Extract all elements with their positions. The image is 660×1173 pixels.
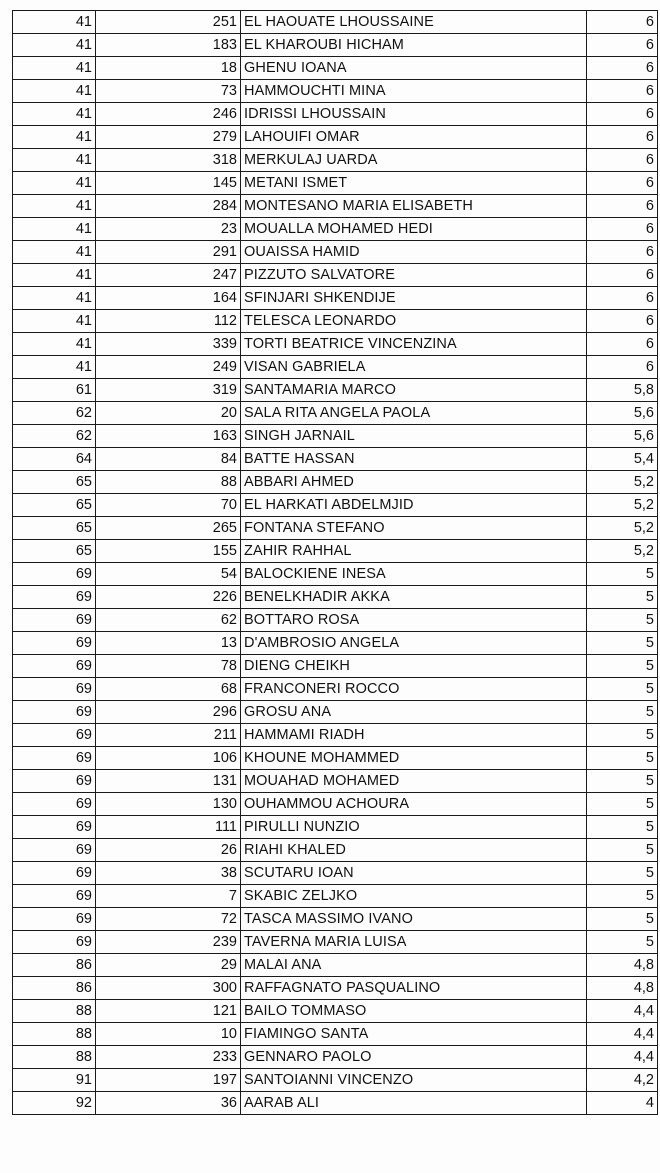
name-cell: FONTANA STEFANO	[241, 517, 587, 540]
id-cell: 106	[96, 747, 241, 770]
score-cell: 4,8	[587, 977, 658, 1000]
score-cell: 4	[587, 1092, 658, 1115]
table-row	[13, 1046, 658, 1069]
name-cell: GROSU ANA	[241, 701, 587, 724]
id-cell: 239	[96, 931, 241, 954]
rank-cell: 41	[13, 333, 96, 356]
rank-cell: 41	[13, 57, 96, 80]
rank-cell: 69	[13, 862, 96, 885]
table-row	[13, 310, 658, 333]
rank-cell: 69	[13, 908, 96, 931]
table-row	[13, 241, 658, 264]
id-cell: 121	[96, 1000, 241, 1023]
score-cell: 5	[587, 609, 658, 632]
name-cell: RIAHI KHALED	[241, 839, 587, 862]
rank-cell: 62	[13, 425, 96, 448]
rank-cell: 69	[13, 724, 96, 747]
name-cell: BOTTARO ROSA	[241, 609, 587, 632]
score-cell: 6	[587, 195, 658, 218]
table-row	[13, 816, 658, 839]
table-row	[13, 333, 658, 356]
id-cell: 296	[96, 701, 241, 724]
table-row	[13, 1023, 658, 1046]
score-cell: 6	[587, 103, 658, 126]
rank-cell: 65	[13, 494, 96, 517]
id-cell: 73	[96, 80, 241, 103]
table-row	[13, 172, 658, 195]
name-cell: MERKULAJ UARDA	[241, 149, 587, 172]
ranking-table	[12, 10, 658, 1115]
name-cell: MOUALLA MOHAMED HEDI	[241, 218, 587, 241]
id-cell: 226	[96, 586, 241, 609]
score-cell: 6	[587, 11, 658, 34]
rank-cell: 69	[13, 885, 96, 908]
id-cell: 300	[96, 977, 241, 1000]
id-cell: 318	[96, 149, 241, 172]
rank-cell: 41	[13, 356, 96, 379]
table-row	[13, 264, 658, 287]
table-row	[13, 402, 658, 425]
name-cell: HAMMOUCHTI MINA	[241, 80, 587, 103]
id-cell: 84	[96, 448, 241, 471]
name-cell: SCUTARU IOAN	[241, 862, 587, 885]
id-cell: 13	[96, 632, 241, 655]
id-cell: 197	[96, 1069, 241, 1092]
score-cell: 5,6	[587, 425, 658, 448]
rank-cell: 65	[13, 517, 96, 540]
rank-cell: 86	[13, 977, 96, 1000]
id-cell: 54	[96, 563, 241, 586]
rank-cell: 69	[13, 793, 96, 816]
id-cell: 131	[96, 770, 241, 793]
id-cell: 291	[96, 241, 241, 264]
table-row	[13, 517, 658, 540]
name-cell: VISAN GABRIELA	[241, 356, 587, 379]
table-row	[13, 793, 658, 816]
score-cell: 5	[587, 862, 658, 885]
table-row	[13, 563, 658, 586]
name-cell: DIENG CHEIKH	[241, 655, 587, 678]
rank-cell: 88	[13, 1000, 96, 1023]
rank-cell: 41	[13, 126, 96, 149]
rank-cell: 69	[13, 632, 96, 655]
table-row	[13, 425, 658, 448]
table-row	[13, 678, 658, 701]
name-cell: IDRISSI LHOUSSAIN	[241, 103, 587, 126]
score-cell: 5,8	[587, 379, 658, 402]
rank-cell: 64	[13, 448, 96, 471]
name-cell: BALOCKIENE INESA	[241, 563, 587, 586]
name-cell: KHOUNE MOHAMMED	[241, 747, 587, 770]
name-cell: MALAI ANA	[241, 954, 587, 977]
rank-cell: 69	[13, 563, 96, 586]
name-cell: METANI ISMET	[241, 172, 587, 195]
table-row	[13, 1092, 658, 1115]
name-cell: EL KHAROUBI HICHAM	[241, 34, 587, 57]
id-cell: 29	[96, 954, 241, 977]
score-cell: 5,2	[587, 517, 658, 540]
score-cell: 5	[587, 678, 658, 701]
rank-cell: 41	[13, 195, 96, 218]
rank-cell: 41	[13, 11, 96, 34]
id-cell: 247	[96, 264, 241, 287]
id-cell: 72	[96, 908, 241, 931]
id-cell: 112	[96, 310, 241, 333]
id-cell: 265	[96, 517, 241, 540]
name-cell: SANTAMARIA MARCO	[241, 379, 587, 402]
rank-cell: 41	[13, 310, 96, 333]
score-cell: 6	[587, 264, 658, 287]
name-cell: EL HARKATI ABDELMJID	[241, 494, 587, 517]
rank-cell: 69	[13, 609, 96, 632]
score-cell: 5	[587, 747, 658, 770]
id-cell: 163	[96, 425, 241, 448]
table-row	[13, 149, 658, 172]
id-cell: 36	[96, 1092, 241, 1115]
table-row	[13, 103, 658, 126]
id-cell: 319	[96, 379, 241, 402]
name-cell: TELESCA LEONARDO	[241, 310, 587, 333]
id-cell: 183	[96, 34, 241, 57]
table-row	[13, 724, 658, 747]
rank-cell: 41	[13, 218, 96, 241]
id-cell: 130	[96, 793, 241, 816]
score-cell: 6	[587, 126, 658, 149]
id-cell: 88	[96, 471, 241, 494]
name-cell: TORTI BEATRICE VINCENZINA	[241, 333, 587, 356]
rank-cell: 41	[13, 241, 96, 264]
table-row	[13, 471, 658, 494]
name-cell: D'AMBROSIO ANGELA	[241, 632, 587, 655]
rank-cell: 65	[13, 540, 96, 563]
rank-cell: 69	[13, 747, 96, 770]
score-cell: 5	[587, 816, 658, 839]
rank-cell: 41	[13, 172, 96, 195]
rank-cell: 41	[13, 80, 96, 103]
score-cell: 6	[587, 34, 658, 57]
score-cell: 5	[587, 839, 658, 862]
table-row	[13, 356, 658, 379]
table-row	[13, 218, 658, 241]
id-cell: 145	[96, 172, 241, 195]
name-cell: BENELKHADIR AKKA	[241, 586, 587, 609]
rank-cell: 88	[13, 1023, 96, 1046]
score-cell: 5,2	[587, 540, 658, 563]
table-row	[13, 655, 658, 678]
name-cell: SFINJARI SHKENDIJE	[241, 287, 587, 310]
score-cell: 6	[587, 218, 658, 241]
id-cell: 155	[96, 540, 241, 563]
score-cell: 6	[587, 241, 658, 264]
rank-cell: 69	[13, 678, 96, 701]
name-cell: LAHOUIFI OMAR	[241, 126, 587, 149]
id-cell: 62	[96, 609, 241, 632]
id-cell: 211	[96, 724, 241, 747]
id-cell: 18	[96, 57, 241, 80]
table-row	[13, 885, 658, 908]
id-cell: 246	[96, 103, 241, 126]
table-row	[13, 954, 658, 977]
table-row	[13, 195, 658, 218]
name-cell: ZAHIR RAHHAL	[241, 540, 587, 563]
id-cell: 164	[96, 287, 241, 310]
score-cell: 5,2	[587, 494, 658, 517]
rank-cell: 41	[13, 103, 96, 126]
table-row	[13, 379, 658, 402]
score-cell: 4,2	[587, 1069, 658, 1092]
score-cell: 6	[587, 57, 658, 80]
table-row	[13, 1069, 658, 1092]
id-cell: 111	[96, 816, 241, 839]
score-cell: 5	[587, 632, 658, 655]
id-cell: 249	[96, 356, 241, 379]
name-cell: BATTE HASSAN	[241, 448, 587, 471]
rank-cell: 41	[13, 34, 96, 57]
score-cell: 6	[587, 287, 658, 310]
score-cell: 6	[587, 333, 658, 356]
name-cell: TASCA MASSIMO IVANO	[241, 908, 587, 931]
table-row	[13, 1000, 658, 1023]
rank-cell: 91	[13, 1069, 96, 1092]
score-cell: 5	[587, 770, 658, 793]
id-cell: 339	[96, 333, 241, 356]
score-cell: 5,6	[587, 402, 658, 425]
score-cell: 5	[587, 793, 658, 816]
name-cell: EL HAOUATE LHOUSSAINE	[241, 11, 587, 34]
id-cell: 233	[96, 1046, 241, 1069]
name-cell: OUAISSA HAMID	[241, 241, 587, 264]
table-row	[13, 931, 658, 954]
id-cell: 68	[96, 678, 241, 701]
table-row	[13, 11, 658, 34]
score-cell: 5	[587, 655, 658, 678]
name-cell: AARAB ALI	[241, 1092, 587, 1115]
score-cell: 6	[587, 80, 658, 103]
rank-cell: 69	[13, 770, 96, 793]
table-row	[13, 586, 658, 609]
id-cell: 70	[96, 494, 241, 517]
table-row	[13, 770, 658, 793]
name-cell: MONTESANO MARIA ELISABETH	[241, 195, 587, 218]
table-row	[13, 701, 658, 724]
table-row	[13, 80, 658, 103]
score-cell: 6	[587, 172, 658, 195]
table-row	[13, 747, 658, 770]
id-cell: 279	[96, 126, 241, 149]
table-row	[13, 862, 658, 885]
id-cell: 23	[96, 218, 241, 241]
table-row	[13, 977, 658, 1000]
table-row	[13, 34, 658, 57]
rank-cell: 69	[13, 816, 96, 839]
name-cell: ABBARI AHMED	[241, 471, 587, 494]
id-cell: 251	[96, 11, 241, 34]
rank-cell: 41	[13, 264, 96, 287]
score-cell: 6	[587, 356, 658, 379]
rank-cell: 88	[13, 1046, 96, 1069]
name-cell: OUHAMMOU ACHOURA	[241, 793, 587, 816]
score-cell: 6	[587, 310, 658, 333]
table-row	[13, 57, 658, 80]
table-row	[13, 448, 658, 471]
name-cell: SALA RITA ANGELA PAOLA	[241, 402, 587, 425]
rank-cell: 69	[13, 701, 96, 724]
name-cell: PIRULLI NUNZIO	[241, 816, 587, 839]
score-cell: 4,4	[587, 1000, 658, 1023]
id-cell: 20	[96, 402, 241, 425]
rank-cell: 62	[13, 402, 96, 425]
rank-cell: 86	[13, 954, 96, 977]
score-cell: 5,4	[587, 448, 658, 471]
table-row	[13, 839, 658, 862]
score-cell: 5	[587, 586, 658, 609]
score-cell: 4,8	[587, 954, 658, 977]
name-cell: FIAMINGO SANTA	[241, 1023, 587, 1046]
name-cell: GENNARO PAOLO	[241, 1046, 587, 1069]
rank-cell: 69	[13, 655, 96, 678]
rank-cell: 65	[13, 471, 96, 494]
score-cell: 4,4	[587, 1046, 658, 1069]
table-row	[13, 632, 658, 655]
name-cell: HAMMAMI RIADH	[241, 724, 587, 747]
score-cell: 5	[587, 701, 658, 724]
score-cell: 5	[587, 931, 658, 954]
name-cell: SKABIC ZELJKO	[241, 885, 587, 908]
rank-cell: 69	[13, 586, 96, 609]
score-cell: 5,2	[587, 471, 658, 494]
rank-cell: 69	[13, 839, 96, 862]
score-cell: 5	[587, 563, 658, 586]
table-row	[13, 126, 658, 149]
id-cell: 26	[96, 839, 241, 862]
name-cell: GHENU IOANA	[241, 57, 587, 80]
name-cell: SANTOIANNI VINCENZO	[241, 1069, 587, 1092]
name-cell: PIZZUTO SALVATORE	[241, 264, 587, 287]
rank-cell: 41	[13, 287, 96, 310]
score-cell: 5	[587, 724, 658, 747]
rank-cell: 92	[13, 1092, 96, 1115]
name-cell: BAILO TOMMASO	[241, 1000, 587, 1023]
id-cell: 7	[96, 885, 241, 908]
id-cell: 284	[96, 195, 241, 218]
score-cell: 6	[587, 149, 658, 172]
rank-cell: 69	[13, 931, 96, 954]
name-cell: MOUAHAD MOHAMED	[241, 770, 587, 793]
id-cell: 38	[96, 862, 241, 885]
table-row	[13, 609, 658, 632]
rank-cell: 61	[13, 379, 96, 402]
name-cell: RAFFAGNATO PASQUALINO	[241, 977, 587, 1000]
score-cell: 5	[587, 908, 658, 931]
rank-cell: 41	[13, 149, 96, 172]
score-cell: 5	[587, 885, 658, 908]
table-row	[13, 494, 658, 517]
id-cell: 10	[96, 1023, 241, 1046]
table-row	[13, 540, 658, 563]
table-row	[13, 287, 658, 310]
name-cell: TAVERNA MARIA LUISA	[241, 931, 587, 954]
table-row	[13, 908, 658, 931]
name-cell: SINGH JARNAIL	[241, 425, 587, 448]
score-cell: 4,4	[587, 1023, 658, 1046]
name-cell: FRANCONERI ROCCO	[241, 678, 587, 701]
ranking-table-body	[13, 11, 658, 1115]
id-cell: 78	[96, 655, 241, 678]
